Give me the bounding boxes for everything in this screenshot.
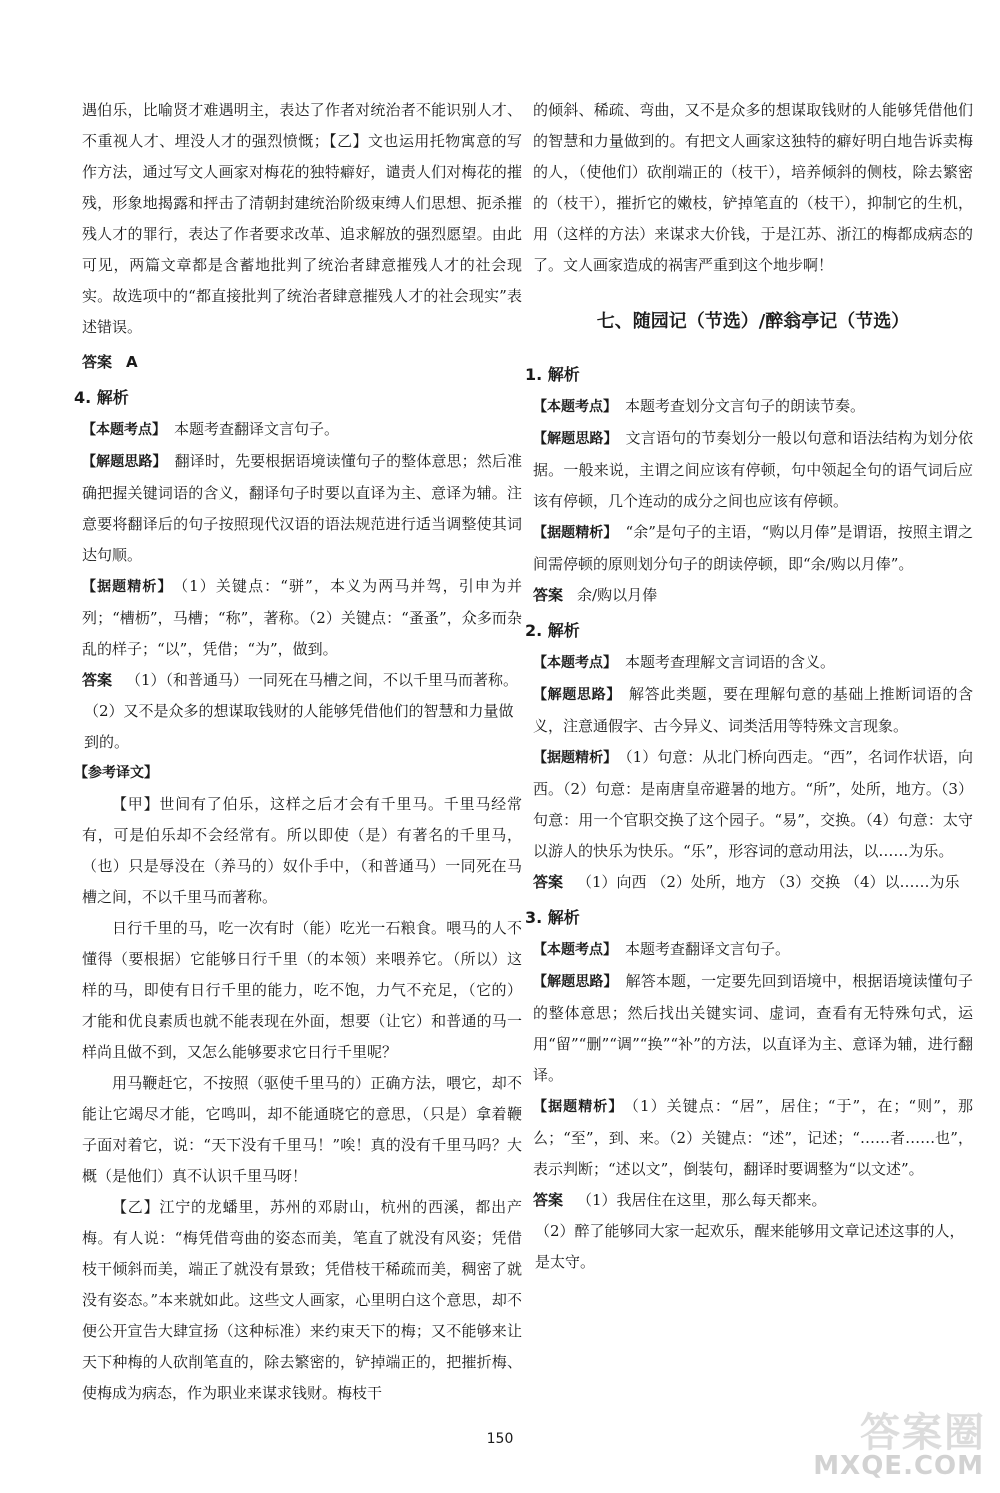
q3-silu — [533, 966, 973, 1091]
silu-text: 解答本题，一定要先回到语境中，根据语境读懂句子的整体意思；然后找出关键实词、虚词，查看有无特殊句式，运用“留”“删”“调”“换”“补”的方法，以直译为主、意译为辅，进行翻译。 — [533, 972, 973, 1084]
q4-jingxi — [82, 571, 522, 665]
answer-label: 答案 — [533, 586, 564, 604]
jingxi-tag: 【据题精析】 — [533, 1099, 624, 1115]
answer-label: 答案 — [533, 873, 564, 891]
reference-translation-heading: 【参考译文】 — [74, 765, 158, 781]
silu-tag: 【解题思路】 — [82, 454, 167, 470]
paragraph-continued: 遇伯乐，比喻贤才难遇明主，表达了作者对统治者不能识别人才、不重视人才、埋没人才的强烈愤慨；【乙】文也运用托物寓意的写作方法，通过写文人画家对梅花的独特癖好，谴责人们对梅花的摧残，形象地揭露和抨击了清朝封建统治阶级束缚人们思想、扼杀摧残人才的罪行，表达了作者要求改革、追求解放的强烈愿望。由此可见，两篇文章都是含蓄地批判了统治者肆意摧残人才的社会现实。故选项中的“都直接批判了统治者肆意摧残人才的社会现实”表述错误。 — [82, 101, 522, 336]
question-3-heading: 3. 解析 — [525, 908, 580, 927]
kaodian-text: 本题考查翻译文言句子。 — [625, 940, 791, 958]
silu-tag: 【解题思路】 — [533, 974, 618, 990]
watermark-logo: 答案圈 — [860, 1410, 986, 1456]
kaodian-tag: 【本题考点】 — [533, 399, 617, 415]
answer-label: 答案 — [82, 671, 113, 689]
jingxi-text: （1）关键点：“居”，居住；“于”，在；“则”，那么；“至”，到、来。（2）关键点：“述”，记述；“……者……也”，表示判断；“述以文”，倒装句，翻译时要调整为“以文述”。 — [533, 1097, 974, 1178]
q4-silu — [82, 446, 522, 571]
answer-q4 — [82, 665, 522, 696]
silu-text: 解答此类题，要在理解句意的基础上推断词语的含义，注意通假字、古今异义、词类活用等特殊文言现象。 — [533, 685, 973, 735]
q2-silu — [533, 679, 973, 742]
question-1-heading: 1. 解析 — [525, 365, 580, 384]
ref-paragraph-3: 用马鞭赶它，不按照（驱使千里马的）正确方法，喂它，却不能让它竭尽才能，它鸣叫，却不能通晓它的意思，（只是）拿着鞭子面对着它，说：“天下没有千里马！”唉！真的没有千里马吗？大概（是他们）真不认识千里马呀！ — [82, 1074, 522, 1185]
answer-label: 答案 — [82, 353, 113, 371]
jingxi-tag: 【据题精析】 — [533, 525, 618, 541]
silu-text: 文言语句的节奏划分一般以句意和语法结构为划分依据。一般来说，主谓之间应该有停顿，句中领起全句的语气词后应该有停顿，几个连动的成分之间也应该有停顿。 — [533, 429, 973, 510]
answer-text: 余/购以月俸 — [577, 586, 658, 604]
right-column — [525, 95, 974, 1278]
answer-value: A — [126, 353, 138, 371]
answer-text-1: （1）我居住在这里，那么每天都来。 — [577, 1191, 827, 1209]
q2-jingxi — [533, 742, 973, 867]
kaodian-text: 本题考查翻译文言句子。 — [174, 420, 340, 438]
answer-label: 答案 — [533, 1191, 564, 1209]
q1-jingxi — [533, 517, 973, 580]
watermark — [790, 1401, 990, 1487]
answer-q4-part2: （2）又不是众多的想谋取钱财的人能够凭借他们的智慧和力量做到的。 — [84, 702, 514, 751]
jingxi-tag: 【据题精析】 — [533, 750, 618, 766]
silu-tag: 【解题思路】 — [533, 431, 618, 447]
answer-text-1: （1）（和普通马）一同死在马槽之间，不以千里马而著称。 — [126, 671, 519, 689]
ref-paragraph-1: 【甲】世间有了伯乐，这样之后才会有千里马。千里马经常有，可是伯乐却不会经常有。所以即使（是）有著名的千里马，（也）只是辱没在（养马的）奴仆手中，（和普通马）一同死在马槽之间，不以千里马而著称。 — [82, 795, 522, 906]
question-4-heading: 4. 解析 — [74, 388, 129, 407]
jingxi-tag: 【据题精析】 — [82, 579, 173, 595]
jingxi-text: （1）关键点：“骈”，本义为两马并驾，引申为并列；“槽枥”，马槽；“称”，著称。（2）关键点：“蚤蚤”，众多而杂乱的样子；“以”，凭借；“为”，做到。 — [82, 577, 522, 658]
kaodian-tag: 【本题考点】 — [533, 655, 617, 671]
answer-q1 — [533, 580, 973, 611]
jingxi-text: （1）句意：从北门桥向西走。“西”，名词作状语，向西。（2）句意：是南唐皇帝避暑的地方。“所”，处所，地方。（3）句意：用一个官职交换了这个园子。“易”，交换。（4）句意：太守以游人的快乐为快乐。“乐”，形容词的意动用法，以……为乐。 — [533, 748, 973, 860]
kaodian-tag: 【本题考点】 — [533, 942, 617, 958]
page-number: 150 — [486, 1431, 514, 1447]
watermark-url: MXQE.COM — [813, 1451, 984, 1481]
ref-paragraph-4: 【乙】江宁的龙蟠里，苏州的邓尉山，杭州的西溪，都出产梅。有人说：“梅凭借弯曲的姿态而美，笔直了就没有风姿；凭借枝干倾斜而美，端正了就没有景致；凭借枝干稀疏而美，稠密了就没有姿态。”本来就如此。这些文人画家，心里明白这个意思，却不便公开宣告大肆宣扬（这种标准）来约束天下的梅；又不能够来让天下种梅的人砍削笔直的，除去繁密的，铲掉端正的，把摧折梅、使梅成为病态，作为职业来谋求钱财。梅枝干 — [82, 1198, 522, 1402]
chapter-title: 七、随园记（节选）/醉翁亭记（节选） — [596, 311, 910, 332]
ref-paragraph-2: 日行千里的马，吃一次有时（能）吃光一石粮食。喂马的人不懂得（要根据）它能够日行千里（的本领）来喂养它。（所以）这样的马，即使有日行千里的能力，吃不饱，力气不充足，（它的）才能和优良素质也就不能表现在外面，想要（让它）和普通的马一样尚且做不到，又怎么能够要求它日行千里呢？ — [82, 919, 522, 1061]
left-column — [74, 95, 522, 1409]
kaodian-text: 本题考查划分文言句子的朗读节奏。 — [625, 397, 866, 415]
q1-kaodian — [533, 391, 973, 423]
answer-q2 — [533, 867, 973, 898]
silu-tag: 【解题思路】 — [533, 687, 621, 703]
q1-silu — [533, 423, 973, 517]
paragraph-continued: 的倾斜、稀疏、弯曲，又不是众多的想谋取钱财的人能够凭借他们的智慧和力量做到的。有把文人画家这独特的癖好明白地告诉卖梅的人，（使他们）砍削端正的（枝干），培养倾斜的侧枝，除去繁密的（枝干），摧折它的嫩枝，铲掉笔直的（枝干），抑制它的生机，用（这样的方法）来谋求大价钱，于是江苏、浙江的梅都成病态的了。文人画家造成的祸害严重到这个地步啊！ — [533, 101, 973, 274]
q4-kaodian — [82, 414, 522, 446]
q2-kaodian — [533, 647, 973, 679]
answer-q3-part2: （2）醉了能够同大家一起欢乐，醒来能够用文章记述这事的人，是太守。 — [535, 1222, 965, 1271]
answer-q3 — [533, 1185, 973, 1216]
kaodian-text: 本题考查理解文言词语的含义。 — [625, 653, 836, 671]
jingxi-text: “余”是句子的主语，“购以月俸”是谓语，按照主谓之间需停顿的原则划分句子的朗读停顿，即“余/购以月俸”。 — [533, 523, 973, 573]
answer-q3 — [82, 347, 522, 378]
q3-jingxi — [533, 1091, 973, 1185]
silu-text: 翻译时，先要根据语境读懂句子的整体意思；然后准确把握关键词语的含义，翻译句子时要以直译为主、意译为辅。注意要将翻译后的句子按照现代汉语的语法规范进行适当调整使其词达句顺。 — [82, 452, 522, 564]
kaodian-tag: 【本题考点】 — [82, 422, 166, 438]
answer-text: （1）向西 （2）处所，地方 （3）交换 （4）以……为乐 — [577, 873, 960, 891]
q3-kaodian — [533, 934, 973, 966]
question-2-heading: 2. 解析 — [525, 621, 580, 640]
